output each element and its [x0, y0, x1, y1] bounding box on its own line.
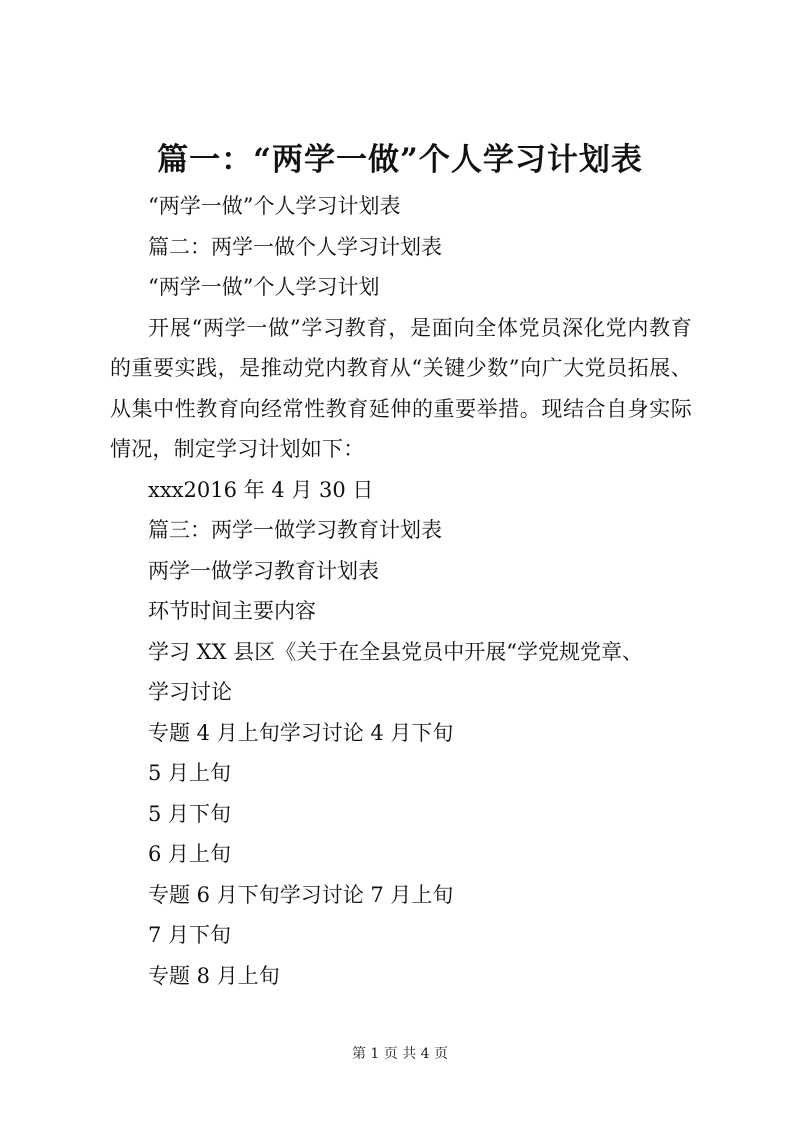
text-line: 篇三：两学一做学习教育计划表 [148, 518, 442, 542]
text-line: 6 月上旬 [148, 842, 232, 866]
text-line: 7 月下旬 [148, 923, 232, 947]
document-title: 篇一：“两学一做”个人学习计划表 [157, 142, 643, 178]
text-line: “两学一做”个人学习计划 [148, 275, 380, 299]
text-line: “两学一做”个人学习计划表 [148, 194, 401, 218]
text-line: 篇二：两学一做个人学习计划表 [148, 234, 442, 259]
text-line: 专题 6 月下旬学习讨论 7 月上旬 [148, 882, 454, 907]
text-line: 专题 8 月上旬 [148, 963, 280, 988]
text-line: 两学一做学习教育计划表 [148, 558, 379, 583]
text-line: 环节时间主要内容 [148, 599, 316, 623]
text-line: 5 月上旬 [148, 761, 232, 785]
text-line: 学习讨论 [148, 680, 232, 704]
text-line: 学习 XX 县区《关于在全县党员中开展“学党规党章、 [148, 639, 643, 664]
document-body [110, 186, 692, 996]
page-footer: 第 1 页 共 4 页 [351, 1046, 449, 1062]
body-paragraph: 开展“两学一做”学习教育，是面向全体党员深化党内教育的重要实践，是推动党内教育从“关键少数”向广大党员拓展、从集中性教育向经常性教育延伸的重要举措。现结合自身实际情况，制定学习计划如下： [110, 315, 692, 461]
date-line: xxx2016 年 4 月 30 日 [148, 477, 374, 502]
text-line: 5 月下旬 [148, 801, 232, 826]
text-line: 专题 4 月上旬学习讨论 4 月下旬 [148, 720, 454, 745]
